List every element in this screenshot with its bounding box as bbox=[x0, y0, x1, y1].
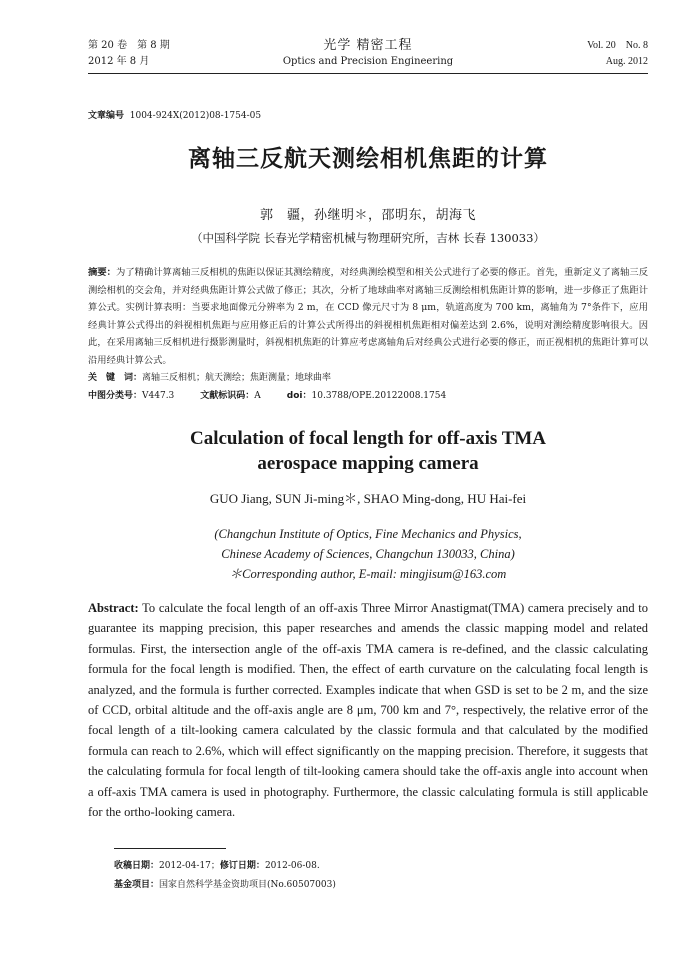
footnote-dates bbox=[114, 858, 320, 871]
title-en-line-2: aerospace mapping camera bbox=[257, 453, 479, 474]
header-center bbox=[88, 38, 648, 70]
abstract-cn-label: 摘要： bbox=[88, 267, 117, 278]
journal-name-cn: 光学 精密工程 bbox=[323, 38, 413, 53]
article-number-label: 文章编号 bbox=[88, 111, 125, 121]
affiliation-en-line-1: (Changchun Institute of Optics, Fine Mechanics and Physics, bbox=[214, 527, 522, 541]
revised-value: 2012-06-08. bbox=[264, 861, 320, 871]
fund-value: 国家自然科学基金资助项目(No.60507003) bbox=[159, 880, 336, 890]
received-label: 收稿日期： bbox=[114, 861, 160, 871]
keywords-cn-text: 离轴三反相机；航天测绘；焦距测量；地球曲率 bbox=[142, 373, 332, 383]
affiliation-cn: （中国科学院 长春光学精密机械与物理研究所，吉林 长春 130033） bbox=[191, 231, 545, 245]
authors-cn: 郭 疆，孙继明＊，邵明东，胡海飞 bbox=[259, 208, 476, 223]
affiliation-en-line-2: Chinese Academy of Sciences, Changchun 130033, China) bbox=[221, 547, 515, 561]
received-value: 2012-04-17； bbox=[159, 861, 220, 871]
classification-line bbox=[88, 388, 648, 401]
title-cn: 离轴三反航天测绘相机焦距的计算 bbox=[188, 146, 548, 172]
footnote-rule bbox=[114, 848, 226, 849]
article-number bbox=[88, 108, 261, 121]
title-en bbox=[88, 426, 648, 476]
abstract-cn-text: 为了精确计算离轴三反相机的焦距以保证其测绘精度，对经典测绘模型和相关公式进行了必要的修正。首先，重新定义了离轴三反测绘相机的交会角，并对经典焦距计算公式做了修正；其次，分析了地球曲率对离轴三反测绘相机焦距计算的影响，进一步修正了焦距计算公式。实例计算表明：当要求地面像元分辨率为 2 m，在 CCD 像元尺寸为 8 μm，轨道高度为 700 km，离轴角为 7°条件下，应用经典计算公式得出的斜视相机焦距与应用修正后的计算公式所得出的斜视相机焦距相对偏差达到 2.6%，说明对测绘精度影响很大。因此，在采用离轴三反相机进行摄影测量时，斜视相机焦距的计算应考虑离轴角后对经典公式进行必要的修正，而正视相机的焦距计算可以沿用经典计算公式。 bbox=[88, 267, 648, 366]
volume-issue-cn: 第 20 卷 第 8 期 bbox=[88, 40, 170, 51]
keywords-cn bbox=[88, 370, 648, 383]
doi-label: doi： bbox=[286, 391, 312, 401]
keywords-cn-label: 关 键 词： bbox=[88, 373, 143, 383]
clc-value: V447.3 bbox=[142, 391, 175, 401]
abstract-en-text: To calculate the focal length of an off-axis Three Mirror Anastigmat(TMA) camera precisely and to guarantee its mapping precision, this paper researches and amends the classic mapping model and related formulas. First, the intersection angle of the off-axis TMA camera is re-defined, and the classic calculating formula for the focal length is modified. Then, the effect of earth curvature on the calculating focal length is analyzed, and the formula is further corrected. Examples indicate that when GSD is set to be 2 m, and the size of CCD, orbital altitude and the off-axis angle are 8 μm, 700 km and 7°, respectively, the relative error of the focal length of a tilt-looking camera calculated by the classic formula and that calculated by the modified formula can reach to 2.6%, which will effect significantly on the mapping precision. Therefore, it suggests that the calculating formula for focal length of tilt-looking camera should take the off-axis angle into account when a off-axis TMA camera is used in photography. Furthermore, the classic calculating formula is still applicable for the ortho-looking camera. bbox=[88, 601, 649, 820]
date-en: Aug. 2012 bbox=[605, 56, 648, 67]
authors-en: GUO Jiang, SUN Ji-ming＊, SHAO Ming-dong, HU Hai-fei bbox=[209, 491, 527, 506]
header-rule bbox=[88, 73, 648, 74]
doc-code-value: A bbox=[254, 391, 261, 401]
footnote-fund bbox=[114, 877, 336, 890]
journal-name-en: Optics and Precision Engineering bbox=[282, 56, 454, 67]
revised-label: 修订日期： bbox=[219, 861, 265, 871]
clc-label: 中图分类号： bbox=[88, 391, 143, 401]
header-right bbox=[587, 38, 648, 70]
doc-code-label: 文献标识码： bbox=[200, 391, 255, 401]
abstract-en-label: Abstract: bbox=[88, 601, 139, 615]
doi-value: 10.3788/OPE.20122008.1754 bbox=[311, 391, 447, 401]
affiliation-en bbox=[88, 524, 648, 584]
volume-issue-en: Vol. 20 No. 8 bbox=[587, 40, 648, 51]
corresponding-author: ＊Corresponding author, E-mail: mingjisum@163.com bbox=[229, 567, 507, 581]
abstract-en bbox=[88, 598, 648, 822]
date-cn: 2012 年 8 月 bbox=[88, 56, 150, 67]
abstract-cn bbox=[88, 264, 648, 369]
running-header bbox=[88, 38, 648, 72]
title-en-line-1: Calculation of focal length for off-axis TMA bbox=[189, 428, 547, 449]
article-number-value: 1004-924X(2012)08-1754-05 bbox=[129, 111, 262, 121]
fund-label: 基金项目： bbox=[114, 880, 160, 890]
